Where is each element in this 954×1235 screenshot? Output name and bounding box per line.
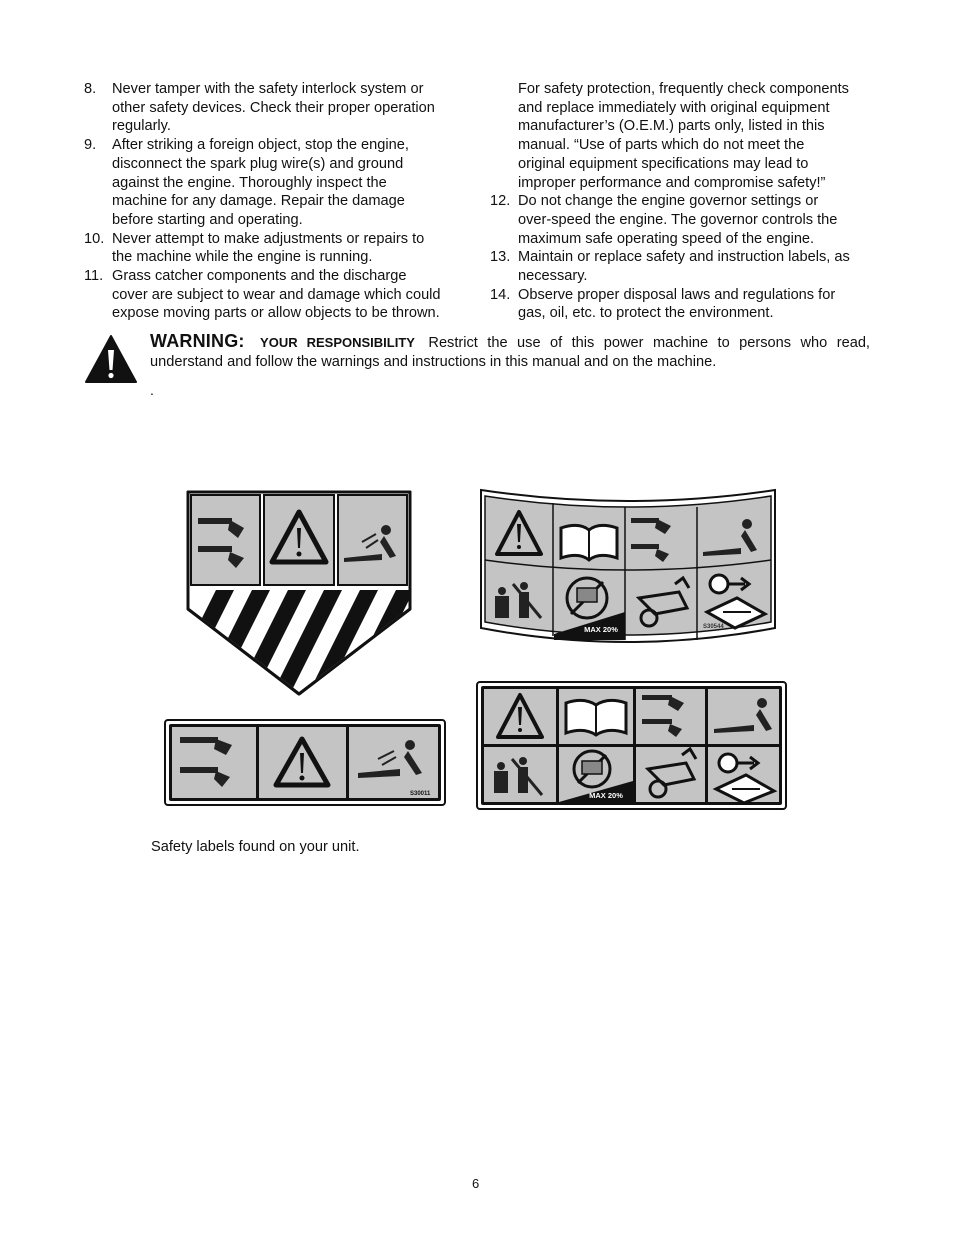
item-number: 11. [84,268,104,285]
line: Maintain or replace safety and instruction labels, as [518,249,850,266]
safety-label-shield [186,490,412,696]
warning-responsibility: YOUR RESPONSIBILITY [260,335,415,350]
item-number: 13. [490,249,511,266]
item-11-continuation [490,80,872,192]
stray-dot: . [150,382,154,398]
safety-label-small [164,719,446,806]
page-number: 6 [472,1176,480,1191]
line: manufacturer’s (O.E.M.) parts only, listed in this [518,118,825,135]
line: Never attempt to make adjustments or repairs to [112,230,425,247]
line: machine for any damage. Repair the damage [112,193,405,210]
list-item-10 [84,230,462,267]
warning-title: WARNING: [150,331,245,351]
item-number: 14. [490,286,511,303]
right-column [490,80,872,323]
label-code-small: S30011 [410,791,431,797]
item-text [112,80,462,136]
hazard-stripes [186,588,412,696]
warning-text: Restrict the use of this power machine to persons who read, understand and follow the warnings and instructions in this manual and on the machine. [150,335,870,370]
item-text [112,267,462,323]
line: maximum safe operating speed of the engine. [518,230,815,247]
item-text [112,136,462,230]
line: improper performance and compromise safety!” [518,174,826,191]
item-number: 9. [84,137,97,154]
item-number: 8. [84,81,97,97]
item-text [518,192,872,248]
safety-label-wide [476,681,787,810]
line: the machine while the engine is running. [112,249,373,266]
item-text [112,230,462,267]
list-item-12 [490,192,872,248]
max-slope-text: MAX 20% [589,791,623,800]
list-item-9 [84,136,462,230]
list-item-14 [490,286,872,323]
line: cover are subject to wear and damage which could [112,286,441,303]
warning-paragraph [150,332,870,372]
item-number: 10. [84,230,105,247]
label-code-curved: S30544 [703,624,724,630]
line: Do not change the engine governor settings or [518,193,819,210]
manual-book-icon [566,700,626,735]
line: regularly. [112,118,171,135]
line: other safety devices. Check their proper operation [112,99,435,116]
list-item-11 [84,267,462,323]
list-item-13 [490,248,872,285]
manual-book-icon [561,525,617,560]
max-slope-text: MAX 20% [584,625,618,634]
figure-caption: Safety labels found on your unit. [151,839,360,855]
line: manual. “Use of parts which do not meet the [518,137,805,154]
line: Observe proper disposal laws and regulations for [518,286,836,303]
line: against the engine. Thoroughly inspect the [112,174,387,191]
item-text [518,286,872,323]
warning-triangle-icon [84,334,138,384]
line: After striking a foreign object, stop the engine, [112,137,409,154]
left-column [84,80,462,323]
list-item-8 [84,80,462,136]
line: expose moving parts or allow objects to be thrown. [112,305,440,322]
line: before starting and operating. [112,211,303,228]
safety-label-curved [479,488,777,650]
line: For safety protection, frequently check components [518,81,849,97]
line: and replace immediately with original equipment [518,99,830,116]
line: Grass catcher components and the discharge [112,268,407,285]
line: necessary. [518,268,588,285]
line: over-speed the engine. The governor controls the [518,211,838,228]
item-text [518,248,872,285]
line: disconnect the spark plug wire(s) and ground [112,155,404,172]
line: Never tamper with the safety interlock system or [112,81,424,97]
line: original equipment specifications may lead to [518,155,809,172]
line: gas, oil, etc. to protect the environment. [518,305,774,322]
item-number: 12. [490,193,511,210]
